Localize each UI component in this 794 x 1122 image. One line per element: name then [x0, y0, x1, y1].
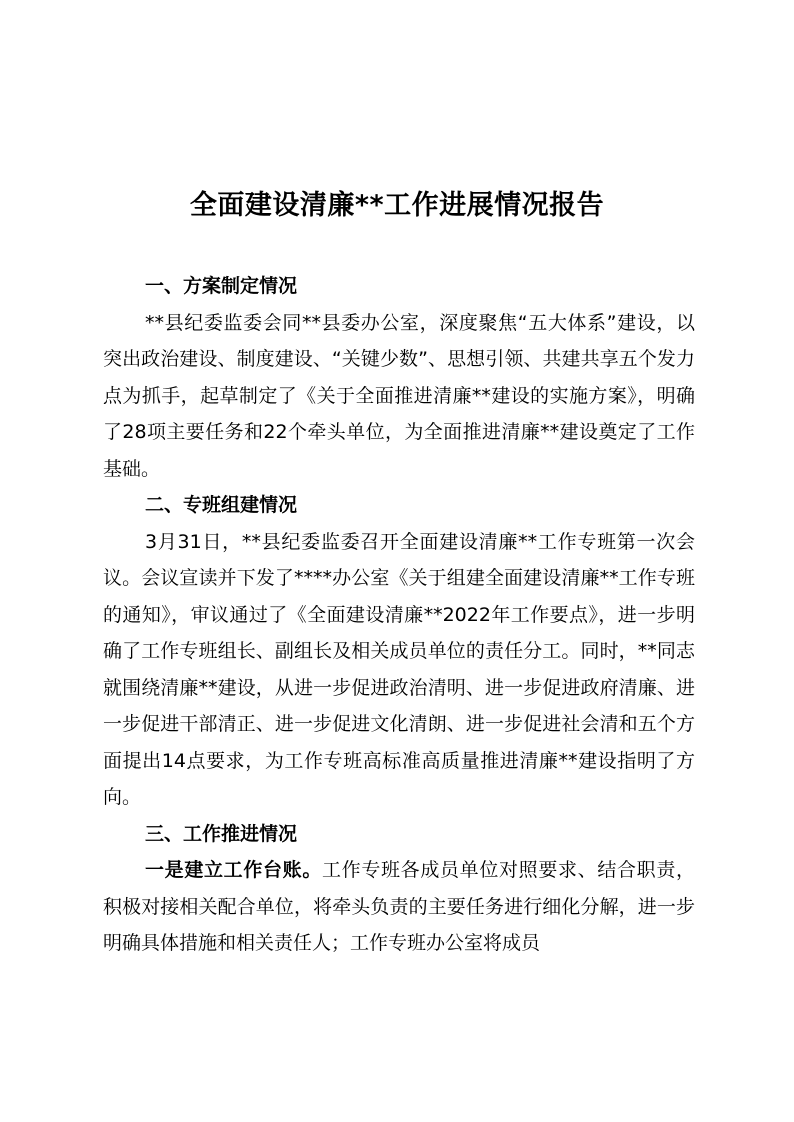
- document-body: [103, 268, 695, 962]
- paragraph-text: 工作专班各成员单位对照要求、结合职责，积极对接相关配合单位，将牵头负责的主要任务进行细化分解，进一步明确具体措施和相关责任人；工作专班办公室将成员: [103, 859, 695, 954]
- document-title: 全面建设清廉**工作进展情况报告: [189, 190, 605, 221]
- section-heading-progress: 三、工作推进情况: [145, 822, 298, 845]
- section-heading-task-force: 二、专班组建情况: [145, 494, 298, 516]
- section-heading-plan: 一、方案制定情况: [145, 275, 298, 297]
- section-paragraph-plan: **县纪委监委会同**县委办公室，深度聚焦“五大体系”建设，以突出政治建设、制度建设、“关键少数”、思想引领、共建共享五个发力点为抓手，起草制定了《关于全面推进清廉**建设的实施方案》，明确了28项主要任务和22个牵头单位，为全面推进清廉**建设奠定了工作基础。: [103, 311, 695, 480]
- section-paragraph-task-force: 3月31日，**县纪委监委召开全面建设清廉**工作专班第一次会议。会议宣读并下发了****办公室《关于组建全面建设清廉**工作专班的通知》，审议通过了《全面建设清廉**2022年工作要点》，进一步明确了工作专班组长、副组长及相关成员单位的责任分工。同时，**同志就围绕清廉**建设，从进一步促进政治清明、进一步促进政府清廉、进一步促进干部清正、进一步促进文化清朗、进一步促进社会清和五个方面提出14点要求，为工作专班高标准高质量推进清廉**建设指明了方向。: [103, 530, 695, 808]
- section-paragraph-progress: [103, 852, 695, 962]
- paragraph-lead-phrase: 一是建立工作台账。: [145, 859, 322, 881]
